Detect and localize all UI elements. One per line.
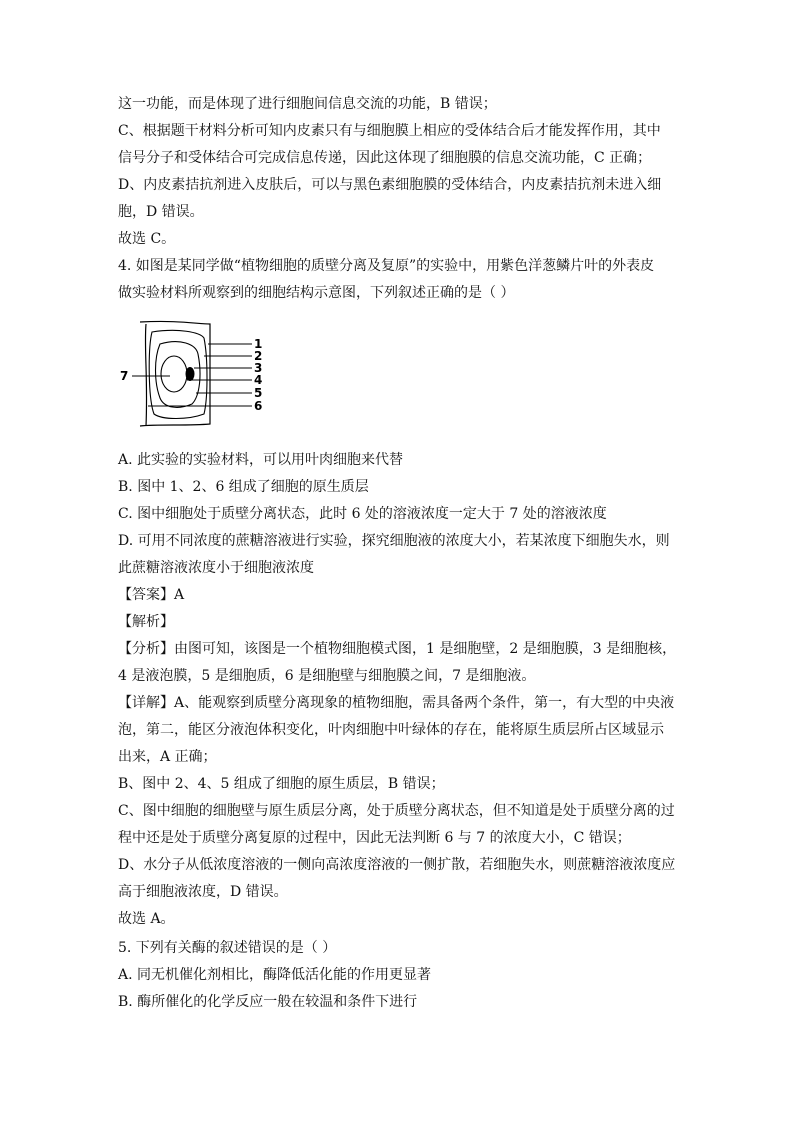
analysis-line: B、图中 2、4、5 组成了细胞的原生质层，B 错误； [118, 776, 445, 792]
option-a: A. 此实验的实验材料，可以用叶肉细胞来代替 [118, 452, 404, 468]
analysis-line: 【详解】A、能观察到质壁分离现象的植物细胞，需具备两个条件，第一，有大型的中央液 [118, 695, 675, 711]
analysis-line: C、图中细胞的细胞壁与原生质层分离，处于质壁分离状态，但不知道是处于质壁分离的过 [118, 803, 675, 819]
option-d-cont: 此蔗糖溶液浓度小于细胞液浓度 [118, 560, 314, 576]
text-line: C、根据题干材料分析可知内皮素只有与细胞膜上相应的受体结合后才能发挥作用，其中 [118, 123, 661, 139]
label-5: 5 [254, 386, 263, 400]
label-2: 2 [254, 349, 263, 363]
analysis-line: 故选 A。 [118, 911, 175, 927]
question-5-option-b: B. 酶所催化的化学反应一般在较温和条件下进行 [118, 994, 418, 1010]
plant-cell-svg [118, 318, 278, 430]
question-4-stem: 做实验材料所观察到的细胞结构示意图，下列叙述正确的是（ ） [118, 285, 515, 301]
option-d: D. 可用不同浓度的蔗糖溶液进行实验，探究细胞液的浓度大小，若某浓度下细胞失水，则 [118, 533, 670, 549]
option-b: B. 图中 1、2、6 组成了细胞的原生质层 [118, 479, 369, 495]
text-line: D、内皮素拮抗剂进入皮肤后，可以与黑色素细胞膜的受体结合，内皮素拮抗剂未进入细 [118, 177, 662, 193]
label-4: 4 [254, 373, 263, 387]
analysis-line: 泡，第二，能区分液泡体积变化，叶肉细胞中叶绿体的存在，能将原生质层所占区域显示 [118, 722, 664, 738]
analysis-line: D、水分子从低浓度溶液的一侧向高浓度溶液的一侧扩散，若细胞失水，则蔗糖溶液浓度应 [118, 857, 676, 873]
analysis-line: 4 是液泡膜，5 是细胞质，6 是细胞壁与细胞膜之间，7 是细胞液。 [118, 668, 536, 684]
question-5-option-a: A. 同无机催化剂相比，酶降低活化能的作用更显著 [118, 967, 432, 983]
label-3: 3 [254, 361, 263, 375]
analysis-line: 出来，A 正确； [118, 749, 217, 765]
text-line: 这一功能，而是体现了进行细胞间信息交流的功能，B 错误； [118, 96, 497, 112]
label-6: 6 [254, 399, 263, 413]
analysis-line: 【分析】由图可知，该图是一个植物细胞模式图，1 是细胞壁，2 是细胞膜，3 是细胞核， [118, 641, 677, 657]
plant-cell-diagram [118, 318, 278, 430]
text-line: 故选 C。 [118, 231, 176, 247]
question-4-stem: 4. 如图是某同学做“植物细胞的质壁分离及复原”的实验中，用紫色洋葱鳞片叶的外表皮 [118, 258, 655, 274]
analysis-line: 高于细胞液浓度，D 错误。 [118, 884, 288, 900]
option-c: C. 图中细胞处于质壁分离状态，此时 6 处的溶液浓度一定大于 7 处的溶液浓度 [118, 506, 607, 522]
text-line: 胞，D 错误。 [118, 204, 204, 220]
analysis-header: 【解析】 [118, 614, 174, 630]
label-7: 7 [120, 369, 129, 383]
answer: 【答案】A [118, 587, 185, 603]
question-5-stem: 5. 下列有关酶的叙述错误的是（ ） [118, 940, 337, 956]
analysis-line: 程中还是处于质壁分离复原的过程中，因此无法判断 6 与 7 的浓度大小，C 错误； [118, 830, 631, 846]
label-1: 1 [254, 337, 263, 351]
text-line: 信号分子和受体结合可完成信息传递，因此这体现了细胞膜的信息交流功能，C 正确； [118, 150, 652, 166]
